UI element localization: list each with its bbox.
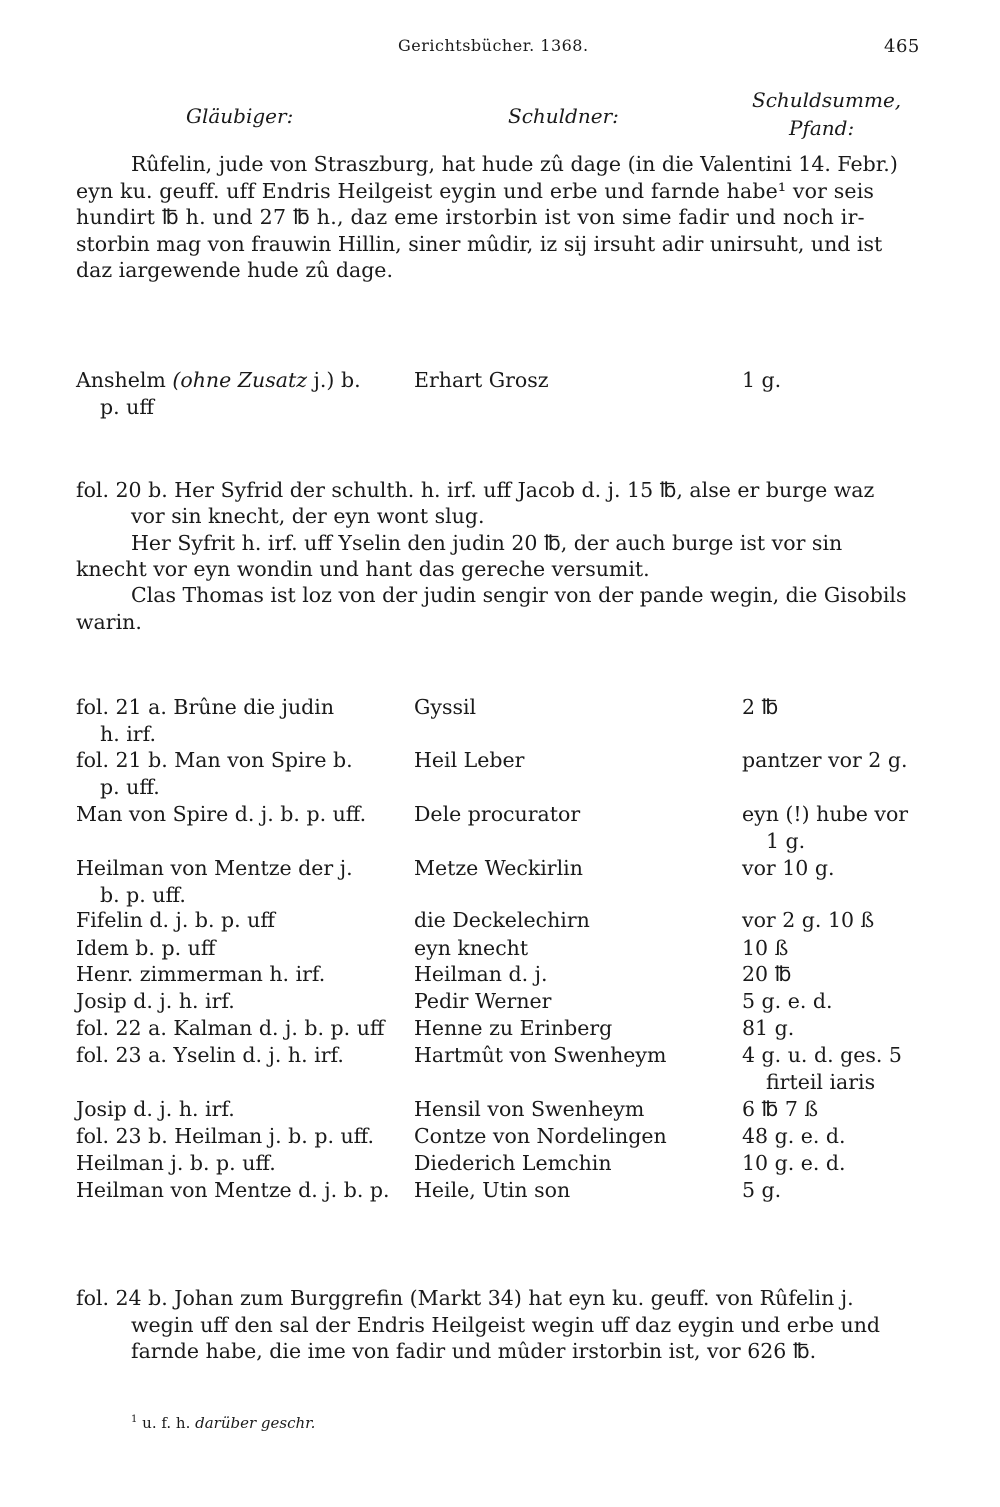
ledger-sum: 48 g. e. d.	[742, 1124, 846, 1148]
ledger-debtor: Henne zu Erinberg	[414, 1016, 613, 1040]
entry-4-line: wegin uff den sal der Endris Heilgeist wegin uff daz eygin und erbe und	[131, 1313, 881, 1337]
ledger-debtor: Pedir Werner	[414, 989, 552, 1013]
ledger-debtor: Dele procurator	[414, 802, 581, 826]
ledger-sum-cont: firteil iaris	[766, 1070, 876, 1094]
ledger-sum: 10 ß	[742, 936, 789, 960]
ledger-creditor: Man von Spire d. j. b. p. uff.	[76, 802, 367, 826]
running-title: Gerichtsbücher. 1368.	[398, 36, 589, 55]
ledger-debtor: Heil Leber	[414, 748, 525, 772]
footnote-text: u. f. h.	[142, 1414, 191, 1432]
ledger-debtor: Hartmût von Swenheym	[414, 1043, 667, 1067]
entry-2-creditor	[76, 368, 361, 392]
ledger-sum: vor 2 g. 10 ß	[742, 908, 875, 932]
entry-3-line: fol. 20 b. Her Syfrid der schulth. h. irf. uff Jacob d. j. 15 ℔, alse er burge waz	[76, 478, 875, 502]
ledger-creditor: Josip d. j. h. irf.	[76, 989, 235, 1013]
ledger-sum-cont: 1 g.	[766, 829, 806, 853]
ledger-sum: 81 g.	[742, 1016, 795, 1040]
ledger-debtor: Heile, Utin son	[414, 1178, 571, 1202]
entry-3-line: warin.	[76, 610, 142, 634]
ledger-sum: 5 g.	[742, 1178, 782, 1202]
heading-debtor: Schuldner:	[508, 104, 619, 128]
entry-3-line: Clas Thomas ist loz von der judin sengir von der pande wegin, die Gisobils	[131, 583, 907, 607]
ledger-debtor: Gyssil	[414, 695, 477, 719]
heading-sum-line2: Pfand:	[789, 116, 855, 140]
entry-1-line: hundirt ℔ h. und 27 ℔ h., daz eme irstorbin ist von sime fadir und noch ir-	[76, 205, 865, 229]
ledger-creditor: Heilman von Mentze der j.	[76, 856, 353, 880]
ledger-sum: 2 ℔	[742, 695, 779, 719]
entry-1-line: daz iargewende hude zû dage.	[76, 258, 393, 282]
entry-1-line: Rûfelin, jude von Straszburg, hat hude zû dage (in die Valentini 14. Febr.)	[131, 152, 898, 176]
entry-4-line: farnde habe, die ime von fadir und mûder irstorbin ist, vor 626 ℔.	[131, 1339, 817, 1363]
ledger-sum: pantzer vor 2 g.	[742, 748, 908, 772]
ledger-debtor: Metze Weckirlin	[414, 856, 583, 880]
ledger-debtor: Hensil von Swenheym	[414, 1097, 645, 1121]
footnote	[131, 1414, 315, 1432]
ledger-sum: 6 ℔ 7 ß	[742, 1097, 819, 1121]
heading-sum-line1: Schuldsumme,	[752, 88, 902, 112]
entry-2-creditor-name: Anshelm	[76, 368, 166, 392]
entry-2-creditor-b: b.	[340, 368, 361, 392]
entry-3-line: Her Syfrit h. irf. uff Yselin den judin 20 ℔, der auch burge ist vor sin	[131, 531, 843, 555]
ledger-creditor: Idem b. p. uff	[76, 936, 216, 960]
ledger-debtor: die Deckelechirn	[414, 908, 590, 932]
ledger-creditor-cont: p. uff.	[100, 775, 160, 799]
ledger-creditor: fol. 21 b. Man von Spire b.	[76, 748, 353, 772]
ledger-creditor: Josip d. j. h. irf.	[76, 1097, 235, 1121]
ledger-sum: 4 g. u. d. ges. 5	[742, 1043, 902, 1067]
ledger-debtor: Diederich Lemchin	[414, 1151, 612, 1175]
ledger-sum: 20 ℔	[742, 962, 792, 986]
entry-2-creditor-note: (ohne Zusatz	[172, 368, 308, 392]
entry-3-line: vor sin knecht, der eyn wont slug.	[131, 504, 485, 528]
ledger-sum: 5 g. e. d.	[742, 989, 833, 1013]
entry-2-debtor: Erhart Grosz	[414, 368, 549, 392]
ledger-creditor: fol. 23 b. Heilman j. b. p. uff.	[76, 1124, 375, 1148]
ledger-sum: vor 10 g.	[742, 856, 835, 880]
ledger-creditor: fol. 21 a. Brûne die judin	[76, 695, 335, 719]
page-number: 465	[884, 36, 920, 57]
ledger-creditor-cont: b. p. uff.	[100, 883, 186, 907]
entry-1-line: storbin mag von frauwin Hillin, siner mûdir, iz sij irsuht adir unirsuht, und ist	[76, 232, 883, 256]
ledger-creditor: fol. 23 a. Yselin d. j. h. irf.	[76, 1043, 344, 1067]
ledger-debtor: Contze von Nordelingen	[414, 1124, 667, 1148]
ledger-creditor: Heilman j. b. p. uff.	[76, 1151, 276, 1175]
ledger-debtor: eyn knecht	[414, 936, 529, 960]
ledger-sum: eyn (!) hube vor	[742, 802, 909, 826]
ledger-creditor-cont: h. irf.	[100, 722, 156, 746]
ledger-creditor: fol. 22 a. Kalman d. j. b. p. uff	[76, 1016, 385, 1040]
ledger-creditor: Henr. zimmerman h. irf.	[76, 962, 326, 986]
ledger-creditor: Fifelin d. j. b. p. uff	[76, 908, 275, 932]
ledger-creditor: Heilman von Mentze d. j. b. p.	[76, 1178, 390, 1202]
ledger-debtor: Heilman d. j.	[414, 962, 548, 986]
ledger-sum: 10 g. e. d.	[742, 1151, 846, 1175]
entry-3-line: knecht vor eyn wondin und hant das gereche versumit.	[76, 557, 650, 581]
footnote-marker: 1	[131, 1414, 138, 1425]
entry-2-creditor-line2: p. uff	[100, 395, 154, 419]
entry-1-line: eyn ku. geuff. uff Endris Heilgeist eygin und erbe und farnde habe¹ vor seis	[76, 179, 875, 203]
entry-2-creditor-j: j.)	[313, 368, 335, 392]
entry-4-line: fol. 24 b. Johan zum Burggrefin (Markt 34) hat eyn ku. geuff. von Rûfelin j.	[76, 1286, 854, 1310]
footnote-note: darüber geschr.	[195, 1414, 316, 1432]
heading-creditor: Gläubiger:	[186, 104, 294, 128]
entry-2-sum: 1 g.	[742, 368, 782, 392]
